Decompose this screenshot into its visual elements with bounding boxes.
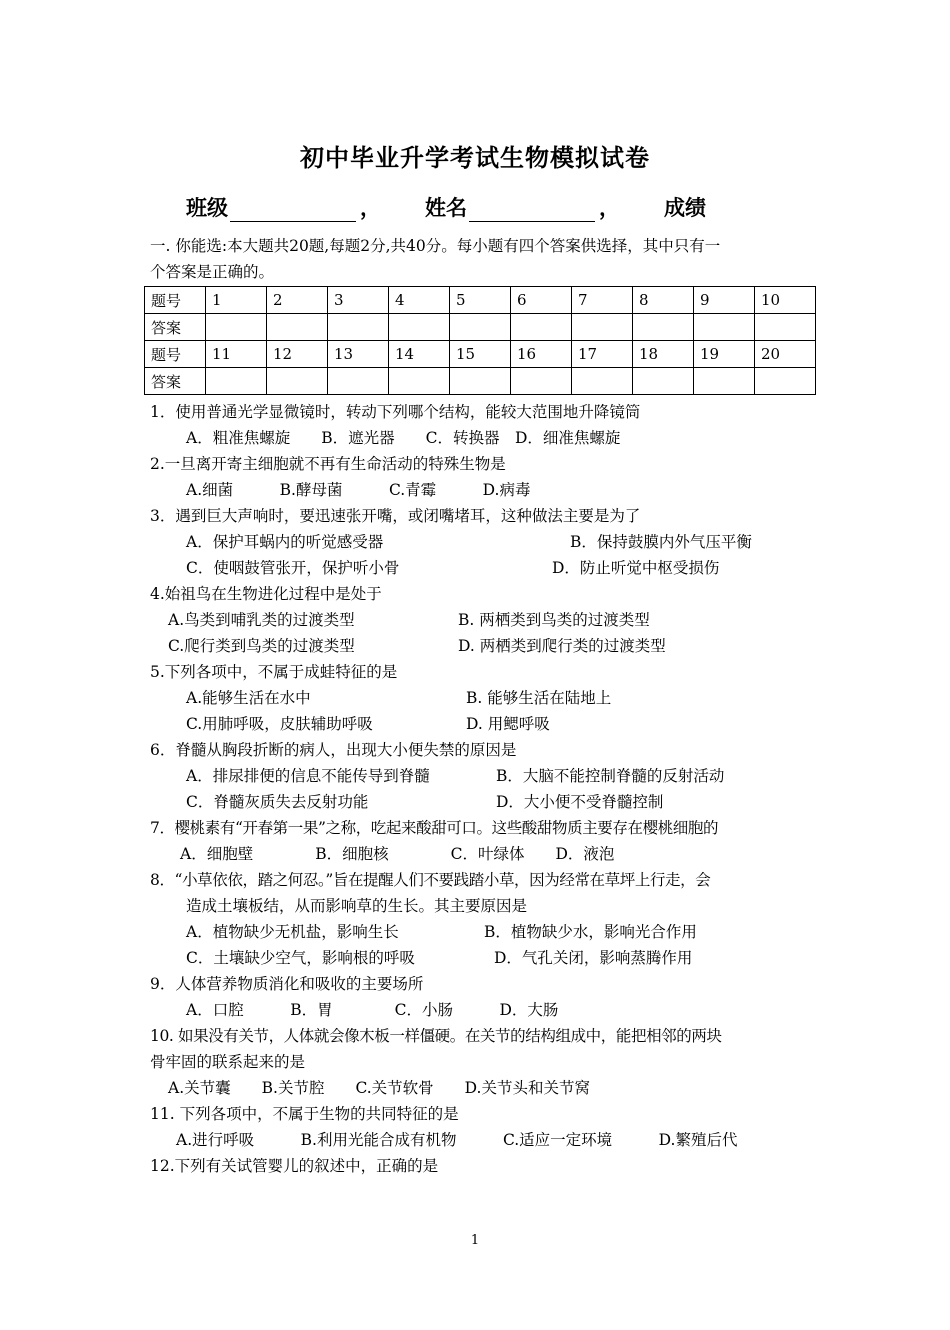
header-label: 题号 <box>145 341 206 368</box>
table-row <box>145 368 816 395</box>
answer-label: 答案 <box>145 314 206 341</box>
option-c: C．脊髓灰质失去反射功能 <box>186 793 369 811</box>
option-d: D．气孔关闭，影响蒸腾作用 <box>494 949 693 967</box>
question-stem: 6．脊髓从胸段折断的病人，出现大小便失禁的原因是 <box>150 741 517 759</box>
answer-cell[interactable] <box>328 314 389 341</box>
table-row <box>145 341 816 368</box>
comma-2: ， <box>599 196 620 220</box>
option-c: C．土壤缺少空气，影响根的呼吸 <box>186 949 415 967</box>
question-number: 6 <box>511 287 572 314</box>
question-stem: 骨牢固的联系起来的是 <box>150 1053 306 1071</box>
question-number: 10 <box>755 287 816 314</box>
class-blank[interactable] <box>230 199 356 222</box>
answer-cell[interactable] <box>511 368 572 395</box>
question-options: A．粗准焦螺旋 B．遮光器 C．转换器 D．细准焦螺旋 <box>186 429 621 447</box>
question-stem: 造成土壤板结，从而影响草的生长。其主要原因是 <box>186 897 528 915</box>
name-label: 姓名 <box>425 196 467 220</box>
question-number: 17 <box>572 341 633 368</box>
question-stem: 2.一旦离开寄主细胞就不再有生命活动的特殊生物是 <box>150 455 506 473</box>
question-stem: 7．樱桃素有“开春第一果”之称，吃起来酸甜可口。这些酸甜物质主要存在樱桃细胞的 <box>150 819 719 837</box>
class-label: 班级 <box>186 196 228 220</box>
question-stem: 10. 如果没有关节，人体就会像木板一样僵硬。在关节的结构组成中，能把相邻的两块 <box>150 1027 722 1045</box>
option-b: B. 两栖类到鸟类的过渡类型 <box>458 611 650 629</box>
question-number: 4 <box>389 287 450 314</box>
student-info-line <box>186 192 706 222</box>
option-d: D．大小便不受脊髓控制 <box>496 793 664 811</box>
page-title: 初中毕业升学考试生物模拟试卷 <box>300 144 650 172</box>
answer-cell[interactable] <box>389 314 450 341</box>
question-options: A.进行呼吸 B.利用光能合成有机物 C.适应一定环境 D.繁殖后代 <box>176 1131 738 1149</box>
answer-cell[interactable] <box>206 368 267 395</box>
option-a: A．保护耳蜗内的听觉感受器 <box>186 533 384 551</box>
table-row <box>145 314 816 341</box>
question-number: 11 <box>206 341 267 368</box>
question-stem: 8．“小草依依，踏之何忍。”旨在提醒人们不要践踏小草，因为经常在草坪上行走，会 <box>150 871 711 889</box>
answer-cell[interactable] <box>694 314 755 341</box>
option-b: B．植物缺少水，影响光合作用 <box>484 923 697 941</box>
question-options: A．细胞壁 B．细胞核 C．叶绿体 D．液泡 <box>180 845 615 863</box>
question-number: 16 <box>511 341 572 368</box>
question-number: 9 <box>694 287 755 314</box>
question-stem: 12.下列有关试管婴儿的叙述中，正确的是 <box>150 1157 439 1175</box>
answer-cell[interactable] <box>450 314 511 341</box>
option-c: C．使咽鼓管张开，保护听小骨 <box>186 559 400 577</box>
option-d: D. 两栖类到爬行类的过渡类型 <box>458 637 666 655</box>
question-number: 3 <box>328 287 389 314</box>
question-options: A.细菌 B.酵母菌 C.青霉 D.病毒 <box>186 481 531 499</box>
question-stem: 1．使用普通光学显微镜时，转动下列哪个结构，能较大范围地升降镜筒 <box>150 403 641 421</box>
answer-cell[interactable] <box>450 368 511 395</box>
question-stem: 5.下列各项中，不属于成蛙特征的是 <box>150 663 398 681</box>
answer-cell[interactable] <box>755 314 816 341</box>
option-a: A.鸟类到哺乳类的过渡类型 <box>168 611 355 629</box>
question-stem: 3．遇到巨大声响时，要迅速张开嘴，或闭嘴堵耳，这种做法主要是为了 <box>150 507 641 525</box>
option-d: D. 用鳃呼吸 <box>466 715 550 733</box>
score-label: 成绩 <box>664 196 706 220</box>
question-number: 18 <box>633 341 694 368</box>
option-c: C.用肺呼吸，皮肤辅助呼吸 <box>186 715 373 733</box>
question-number: 8 <box>633 287 694 314</box>
name-blank[interactable] <box>469 199 595 222</box>
answer-cell[interactable] <box>755 368 816 395</box>
question-stem: 4.始祖鸟在生物进化过程中是处于 <box>150 585 382 603</box>
answer-cell[interactable] <box>511 314 572 341</box>
question-number: 2 <box>267 287 328 314</box>
answer-cell[interactable] <box>267 368 328 395</box>
table-row <box>145 287 816 314</box>
answer-cell[interactable] <box>633 368 694 395</box>
answer-cell[interactable] <box>328 368 389 395</box>
answer-table <box>144 286 816 395</box>
question-options: A.关节囊 B.关节腔 C.关节软骨 D.关节头和关节窝 <box>168 1079 590 1097</box>
question-number: 20 <box>755 341 816 368</box>
answer-cell[interactable] <box>694 368 755 395</box>
question-stem: 9．人体营养物质消化和吸收的主要场所 <box>150 975 424 993</box>
question-number: 14 <box>389 341 450 368</box>
question-number: 7 <box>572 287 633 314</box>
section-instruction: 一. 你能选:本大题共20题,每题2分,共40分。每小题有四个答案供选择，其中只有一 <box>150 237 721 255</box>
option-b: B. 能够生活在陆地上 <box>466 689 612 707</box>
question-number: 13 <box>328 341 389 368</box>
option-a: A．植物缺少无机盐，影响生长 <box>186 923 399 941</box>
question-stem: 11. 下列各项中，不属于生物的共同特征的是 <box>150 1105 459 1123</box>
option-c: C.爬行类到鸟类的过渡类型 <box>168 637 355 655</box>
comma-1: ， <box>360 196 381 220</box>
answer-cell[interactable] <box>206 314 267 341</box>
answer-cell[interactable] <box>267 314 328 341</box>
option-b: B．保持鼓膜内外气压平衡 <box>570 533 752 551</box>
answer-cell[interactable] <box>572 314 633 341</box>
option-a: A．排尿排便的信息不能传导到脊髓 <box>186 767 430 785</box>
answer-cell[interactable] <box>389 368 450 395</box>
option-d: D．防止听觉中枢受损伤 <box>552 559 720 577</box>
option-a: A.能够生活在水中 <box>186 689 311 707</box>
page-number: 1 <box>470 1233 480 1248</box>
question-number: 15 <box>450 341 511 368</box>
question-number: 1 <box>206 287 267 314</box>
question-number: 5 <box>450 287 511 314</box>
answer-cell[interactable] <box>633 314 694 341</box>
question-number: 19 <box>694 341 755 368</box>
answer-cell[interactable] <box>572 368 633 395</box>
header-label: 题号 <box>145 287 206 314</box>
answer-label: 答案 <box>145 368 206 395</box>
option-b: B．大脑不能控制脊髓的反射活动 <box>496 767 725 785</box>
question-number: 12 <box>267 341 328 368</box>
section-instruction: 个答案是正确的。 <box>150 263 275 281</box>
question-options: A．口腔 B．胃 C．小肠 D．大肠 <box>186 1001 559 1019</box>
